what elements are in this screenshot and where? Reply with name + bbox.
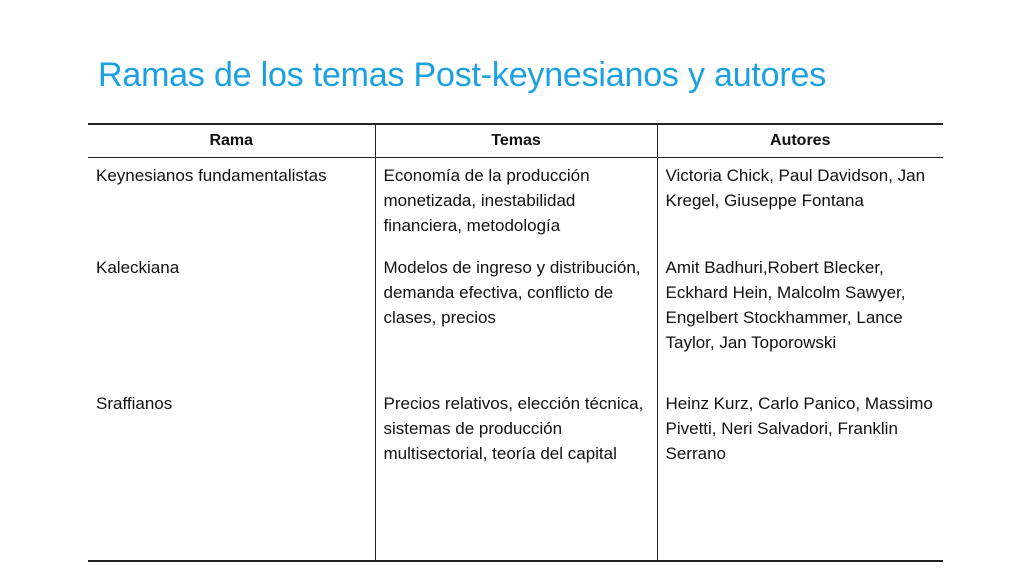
- cell-rama-text: Keynesianos fundamentalistas: [96, 166, 327, 185]
- cell-autores-text: Victoria Chick, Paul Davidson, Jan Kregel, Giuseppe Fontana: [665, 166, 926, 210]
- slide-title: Ramas de los temas Post-keynesianos y autores: [98, 56, 827, 94]
- branches-table: [88, 123, 943, 562]
- cell-temas-text: Modelos de ingreso y distribución, demanda efectiva, conflicto de clases, precios: [383, 257, 641, 327]
- header-autores: Autores: [657, 124, 943, 158]
- header-temas: Temas: [375, 124, 657, 158]
- table-row: [88, 391, 943, 561]
- cell-autores: [657, 391, 943, 561]
- cell-autores-text: Amit Badhuri,Robert Blecker, Eckhard Hein, Malcolm Sawyer, Engelbert Stockhammer, Lance Taylor, Jan Toporowski: [665, 257, 906, 352]
- cell-rama-text: Sraffianos: [96, 393, 173, 413]
- table-row: [88, 158, 943, 255]
- cell-temas: [375, 391, 657, 561]
- cell-rama: [88, 391, 375, 561]
- cell-temas: [375, 158, 657, 255]
- table-header-row: [88, 124, 943, 158]
- cell-rama: [88, 255, 375, 391]
- cell-autores-text: Heinz Kurz, Carlo Panico, Massimo Pivetti, Neri Salvadori, Franklin Serrano: [665, 393, 933, 463]
- cell-temas-text: Precios relativos, elección técnica, sistemas de producción multisectorial, teoría del capital: [383, 393, 644, 463]
- cell-temas-text: Economía de la producción monetizada, inestabilidad financiera, metodología: [383, 166, 590, 235]
- cell-autores: [657, 158, 943, 255]
- cell-rama: [88, 158, 375, 255]
- cell-rama-text: Kaleckiana: [96, 257, 180, 277]
- table-row: [88, 255, 943, 391]
- cell-autores: [657, 255, 943, 391]
- cell-temas: [375, 255, 657, 391]
- header-rama: Rama: [88, 124, 375, 158]
